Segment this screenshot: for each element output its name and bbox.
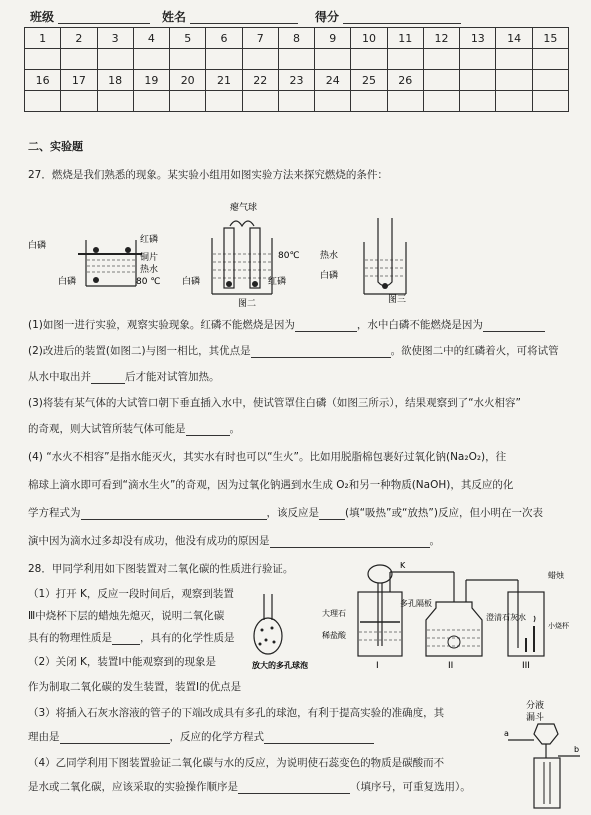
grid-number-cell: 11 (387, 28, 423, 49)
q27-figure-2 (178, 198, 308, 310)
beaker-fig1 (78, 240, 142, 286)
q27-answer-1b[interactable] (483, 331, 545, 332)
grid-number-cell: 10 (351, 28, 387, 49)
q28-part4-line2: 是水或二氧化碳，应该采取的实验操作顺序是 （填序号，可重复选用）。 (28, 781, 471, 793)
bulb-label: 放大的多孔球泡 (252, 661, 308, 670)
q27-part4-line3: 学方程式为 ，该反应是 (填“吸热”或“放热”)反应，但小明在一次表 (28, 507, 543, 519)
fig3-hot-water: 热水 (320, 251, 339, 261)
lime-water-label: 澄清石灰水 (486, 613, 526, 622)
valve-k-label: K (400, 561, 406, 570)
grid-answer-cell[interactable] (61, 49, 97, 70)
device-3 (508, 592, 544, 656)
q27-part3-cont: 的奇观，则大试管所装气体可能是 。 (28, 423, 240, 435)
grid-answer-cell[interactable] (315, 91, 351, 112)
grid-number-cell: 5 (170, 28, 206, 49)
q28-part1-line3: 具有的物理性质是 ，具有的化学性质是 (28, 632, 235, 644)
grid-answer-cell[interactable] (170, 91, 206, 112)
class-field[interactable] (58, 22, 150, 24)
grid-number-cell: 25 (351, 70, 387, 91)
grid-number-cell (460, 70, 496, 91)
q27-answer-2a[interactable] (251, 357, 391, 358)
grid-number-cell: 21 (206, 70, 242, 91)
q28-stem: 28．甲同学利用如下图装置对二氧化碳的性质进行验证。 (28, 563, 294, 575)
q28-answer-3b[interactable] (264, 743, 374, 744)
grid-row-answers-1 (25, 49, 569, 70)
device-1-label: I (376, 661, 379, 671)
q28-part2-line2: 作为制取二氧化碳的发生装置，装置Ⅰ的优点是 (28, 681, 242, 693)
q28-part1: （1）打开 K，反应一段时间后，观察到装置 (28, 588, 234, 600)
porous-bulb-drawing (254, 594, 282, 654)
grid-number-cell: 19 (133, 70, 169, 91)
grid-answer-cell[interactable] (278, 91, 314, 112)
grid-number-cell: 12 (423, 28, 459, 49)
q27-part4-line2: 棉球上滴水即可看到“滴水生火”的奇观，因为过氧化钠遇到水生成 O₂和另一种物质(NaOH)，其反应的化 (28, 479, 514, 491)
q27-answer-3[interactable] (186, 435, 230, 436)
grid-number-cell: 14 (496, 28, 532, 49)
perforated-plate-label: 多孔隔板 (400, 599, 432, 608)
grid-answer-cell[interactable] (133, 91, 169, 112)
fig3-label: 图三 (388, 295, 407, 304)
name-field[interactable] (190, 22, 298, 24)
grid-number-cell: 26 (387, 70, 423, 91)
fig1-white-p-top: 白磷 (28, 241, 47, 251)
grid-answer-cell[interactable] (496, 91, 532, 112)
grid-answer-cell[interactable] (423, 91, 459, 112)
grid-answer-cell[interactable] (351, 49, 387, 70)
balloon-icon (230, 221, 254, 226)
q27-part4-line4: 演中因为滴水过多却没有成功，他没有成功的原因是 。 (28, 535, 440, 547)
grid-row-answers-2 (25, 91, 569, 112)
flame-icon (534, 616, 535, 622)
class-label: 班级 (30, 10, 55, 24)
fig2-white-p: 白磷 (182, 277, 201, 287)
grid-row-numbers-1 (25, 28, 569, 49)
q27-answer-1a[interactable] (295, 331, 357, 332)
q27-part2: (2)改进后的装置(如图二)与图一相比，其优点是 。欲使图二中的红磷着火，可将试管 (28, 345, 559, 357)
fig2-label: 图二 (238, 299, 257, 309)
q27-figure-3 (318, 212, 418, 304)
grid-row-numbers-2 (25, 70, 569, 91)
grid-answer-cell[interactable] (315, 49, 351, 70)
port-a-label: a (504, 729, 509, 738)
small-beaker-label: 小烧杯 (548, 622, 569, 630)
grid-number-cell: 24 (315, 70, 351, 91)
grid-number-cell (532, 70, 568, 91)
device-3-label: III (522, 661, 530, 671)
beaker-fig2 (212, 228, 272, 294)
fig1-white-p-bottom: 白磷 (58, 277, 77, 287)
grid-answer-cell[interactable] (278, 49, 314, 70)
grid-number-cell: 6 (206, 28, 242, 49)
fig1-red-p: 红磷 (140, 235, 159, 245)
fig1-hot-water: 热水 (140, 265, 159, 275)
q27-stem: 27．燃烧是我们熟悉的现象。某实验小组用如图实验方法来探究燃烧的条件： (28, 169, 388, 181)
grid-number-cell: 16 (25, 70, 61, 91)
fig3-white-p: 白磷 (320, 271, 339, 281)
q28-part3: （3）将插入石灰水溶液的管子的下端改成具有多孔的球泡，有利于提高实验的准确度，其 (28, 707, 445, 719)
grid-number-cell: 8 (278, 28, 314, 49)
grid-answer-cell[interactable] (387, 91, 423, 112)
dilute-acid-label: 稀盐酸 (322, 631, 346, 640)
grid-answer-cell[interactable] (97, 49, 133, 70)
device-2-label: II (448, 661, 454, 671)
port-b-label: b (574, 745, 580, 754)
q27-answer-4b[interactable] (319, 519, 345, 520)
grid-number-cell: 22 (242, 70, 278, 91)
q28-answer-4[interactable] (238, 793, 350, 794)
grid-number-cell: 15 (532, 28, 568, 49)
grid-answer-cell[interactable] (460, 49, 496, 70)
fig1-temp: 80 ℃ (136, 277, 161, 287)
fig2-red-p: 红磷 (268, 277, 287, 287)
q27-part2-cont: 从水中取出并 后才能对试管加热。 (28, 371, 220, 383)
grid-answer-cell[interactable] (351, 91, 387, 112)
name-label: 姓名 (162, 10, 187, 24)
beaker-fig3 (364, 218, 406, 294)
grid-answer-cell[interactable] (206, 49, 242, 70)
grid-answer-cell[interactable] (387, 49, 423, 70)
grid-answer-cell[interactable] (133, 49, 169, 70)
separatory-funnel (534, 724, 558, 744)
section-title: 二、实验题 (28, 140, 83, 153)
grid-answer-cell[interactable] (423, 49, 459, 70)
fig2-temp: 80℃ (278, 251, 300, 261)
candle-label: 蜡烛 (548, 571, 564, 580)
q28-part2: （2）关闭 K，装置Ⅰ中能观察到的现象是 (28, 656, 216, 668)
q27-part1: (1)如图一进行实验，观察实验现象。红磷不能燃烧是因为 ，水中白磷不能燃烧是因为 (28, 318, 545, 332)
grid-answer-cell[interactable] (242, 49, 278, 70)
grid-number-cell: 3 (97, 28, 133, 49)
q28-part4: （4）乙同学利用下图装置验证二氧化碳与水的反应，为说明使石蕊变色的物质是碳酸而不 (28, 757, 445, 769)
grid-answer-cell[interactable] (242, 91, 278, 112)
fig1-copper: 铜片 (140, 253, 159, 263)
grid-number-cell: 2 (61, 28, 97, 49)
device-1 (358, 565, 454, 656)
q27-answer-4a[interactable] (81, 519, 267, 520)
grid-number-cell: 23 (278, 70, 314, 91)
grid-answer-cell[interactable] (532, 49, 568, 70)
grid-number-cell: 1 (25, 28, 61, 49)
grid-number-cell (423, 70, 459, 91)
q28-answer-1a[interactable] (112, 644, 140, 645)
grid-number-cell: 13 (460, 28, 496, 49)
grid-answer-cell[interactable] (25, 91, 61, 112)
grid-number-cell: 9 (315, 28, 351, 49)
q27-answer-4c[interactable] (270, 547, 430, 548)
grid-number-cell: 20 (170, 70, 206, 91)
grid-answer-cell[interactable] (496, 49, 532, 70)
grid-number-cell (496, 70, 532, 91)
score-label: 得分 (315, 10, 340, 24)
answer-grid (24, 27, 569, 112)
q28-part1-line2: Ⅲ中烧杯下层的蜡烛先熄灭，说明二氧化碳 (28, 610, 225, 622)
grid-answer-cell[interactable] (460, 91, 496, 112)
q28-part3-line2: 理由是 ，反应的化学方程式 (28, 730, 374, 744)
grid-number-cell: 7 (242, 28, 278, 49)
grid-number-cell: 4 (133, 28, 169, 49)
grid-answer-cell[interactable] (25, 49, 61, 70)
funnel-apparatus (504, 696, 584, 812)
grid-answer-cell[interactable] (170, 49, 206, 70)
q27-part3: (3)将装有某气体的大试管口朝下垂直插入水中，使试管罩住白磷（如图三所示），结果观察到了“水火相容” (28, 397, 522, 409)
q27-part4: (4) “水火不相容”是指水能灭火，其实水有时也可以“生火”。比如用脱脂棉包裹好过氧化钠(Na₂O₂)，往 (28, 451, 507, 463)
score-field[interactable] (343, 22, 461, 24)
grid-number-cell: 18 (97, 70, 133, 91)
reaction-bottle (534, 758, 560, 808)
marble-label: 大理石 (322, 609, 346, 618)
q28-answer-3a[interactable] (60, 743, 170, 744)
q28-apparatus (250, 556, 580, 672)
grid-number-cell: 17 (61, 70, 97, 91)
funnel-label-2: 漏斗 (526, 713, 545, 723)
grid-answer-cell[interactable] (206, 91, 242, 112)
funnel-label-1: 分液 (526, 701, 545, 711)
q27-figure-1 (28, 226, 168, 306)
grid-answer-cell[interactable] (532, 91, 568, 112)
fig2-balloon: 瘪气球 (230, 203, 258, 213)
grid-answer-cell[interactable] (97, 91, 133, 112)
q27-answer-2b[interactable] (91, 383, 125, 384)
grid-answer-cell[interactable] (61, 91, 97, 112)
